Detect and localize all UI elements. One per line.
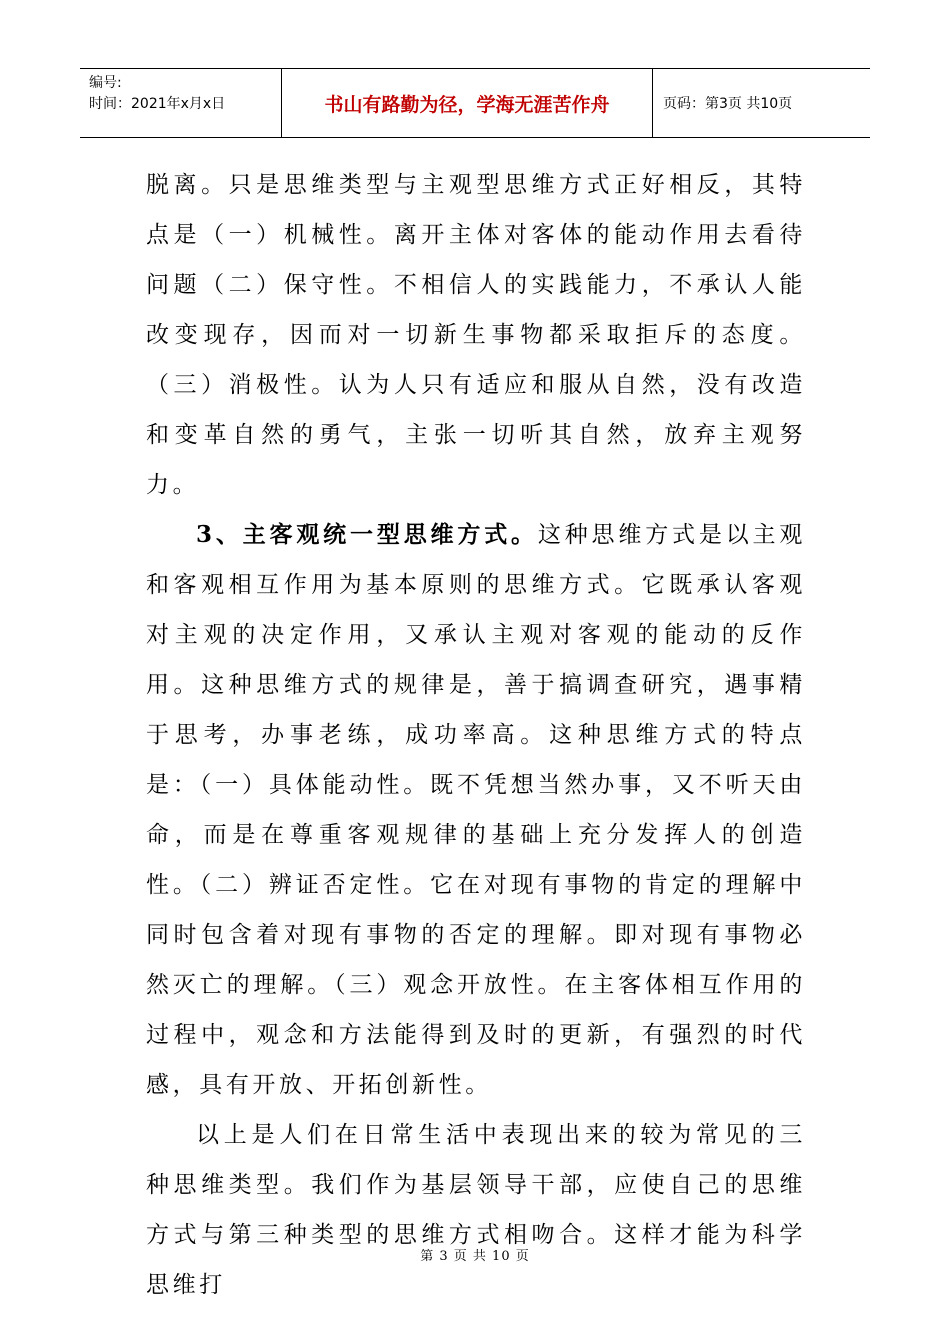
paragraph-2-text: 这种思维方式是以主观和客观相互作用为基本原则的思维方式。它既承认客观对主观的决定作用，又承认主观对客观的能动的反作用。这种思维方式的规律是，善于搞调查研究，遇事精于思考，办事老练，成功率高。这种思维方式的特点是：（一）具体能动性。既不凭想当然办事，又不听天由命，而是在尊重客观规律的基础上充分发挥人的创造性。（二）辨证否定性。它在对现有事物的肯定的理解中同时包含着对现有事物的否定的理解。即对现有事物必然灭亡的理解。（三）观念开放性。在主客体相互作用的过程中，观念和方法能得到及时的更新，有强烈的时代感，具有开放、开拓创新性。 <box>146 522 806 1098</box>
paragraph-3: 以上是人们在日常生活中表现出来的较为常见的三种思维类型。我们作为基层领导干部，应使自己的思维方式与第三种类型的思维方式相吻合。这样才能为科学思维打 <box>146 1122 806 1298</box>
document-header <box>80 68 870 138</box>
paragraph-2 <box>146 510 806 1110</box>
page-footer: 第 3 页 共 10 页 <box>420 1249 530 1264</box>
paragraph-1: 脱离。只是思维类型与主观型思维方式正好相反，其特点是（一）机械性。离开主体对客体的能动作用去看待问题（二）保守性。不相信人的实践能力，不承认人能改变现存，因而对一切新生事物都采取拒斥的态度。（三）消极性。认为人只有适应和服从自然，没有改造和变革自然的勇气，主张一切听其自然，放弃主观努力。 <box>146 172 806 498</box>
time-label: 时间：2021年x月x日 <box>89 96 226 112</box>
header-motto: 书山有路勤为径，学海无涯苦作舟 <box>282 69 653 137</box>
number-label: 编号: <box>89 75 122 91</box>
document-body <box>146 160 806 1310</box>
header-meta <box>80 69 282 137</box>
section-heading: 3、主客观统一型思维方式。 <box>196 521 538 548</box>
header-page-info: 页码：第3页 共10页 <box>663 96 793 112</box>
